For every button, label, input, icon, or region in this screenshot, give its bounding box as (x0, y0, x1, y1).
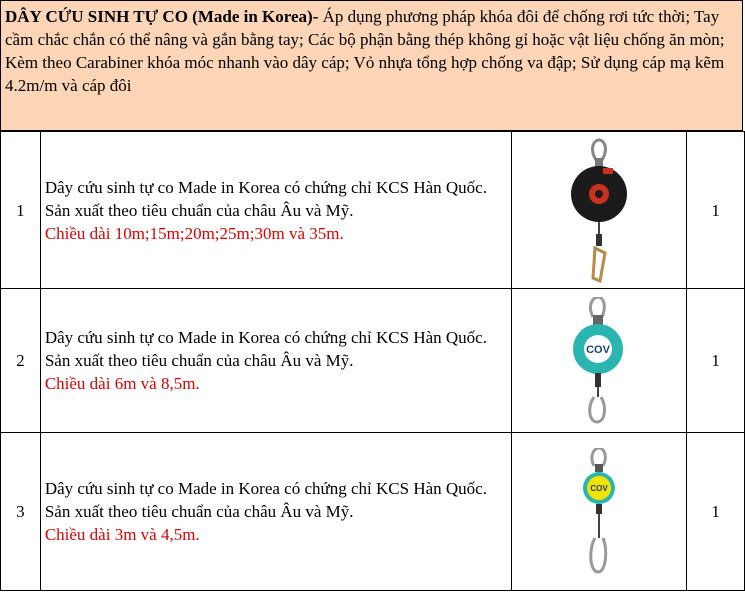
row-number: 2 (1, 289, 41, 433)
yellow-lifeline-image (574, 448, 624, 576)
table-row (1, 433, 745, 591)
row-description (40, 289, 511, 433)
description-text: Dây cứu sinh tự co Made in Korea có chứng chỉ KCS Hàn Quốc. Sản xuất theo tiêu chuẩn của châu Âu và Mỹ. (44, 328, 487, 370)
row-quantity: 1 (687, 433, 745, 591)
product-table (0, 131, 745, 591)
length-text: Chiều dài 6m và 8,5m. (44, 374, 200, 393)
header-title: DÂY CỨU SINH TỰ CO (Made in Korea)- (5, 7, 319, 26)
black-lifeline-image (569, 138, 629, 283)
header-text: Áp dụng phương pháp khóa đôi để chống rơi tức thời; Tay cầm chắc chắn có thể nâng và gắn bằng tay; Các bộ phận bằng thép không gỉ hoặc vật liệu chống ăn mòn; Kèm theo Carabiner khóa móc nhanh vào dây cáp; Vỏ nhựa tổng hợp chống va đập; Sử dụng cáp mạ kẽm 4.2m/m và cáp đôi (5, 7, 725, 95)
row-number: 1 (1, 132, 41, 289)
length-text: Chiều dài 3m và 4,5m. (44, 525, 200, 544)
row-description (40, 132, 511, 289)
table-row (1, 289, 745, 433)
row-description (40, 433, 511, 591)
cov-logo: COV (586, 343, 611, 356)
table-row (1, 132, 745, 289)
row-number: 3 (1, 433, 41, 591)
description-text: Dây cứu sinh tự co Made in Korea có chứng chỉ KCS Hàn Quốc. Sản xuất theo tiêu chuẩn của châu Âu và Mỹ. (44, 479, 487, 521)
product-image-cell (512, 433, 687, 591)
length-text: Chiều dài 10m;15m;20m;25m;30m và 35m. (44, 223, 344, 243)
product-image-cell (512, 289, 687, 433)
header-block (0, 0, 743, 131)
teal-lifeline-image (569, 297, 629, 425)
description-text: Dây cứu sinh tự co Made in Korea có chứng chỉ KCS Hàn Quốc. Sản xuất theo tiêu chuẩn của châu Âu và Mỹ. (44, 177, 487, 220)
cov-logo: COV (590, 483, 608, 493)
row-quantity: 1 (687, 132, 745, 289)
row-quantity: 1 (687, 289, 745, 433)
product-image-cell (512, 132, 687, 289)
